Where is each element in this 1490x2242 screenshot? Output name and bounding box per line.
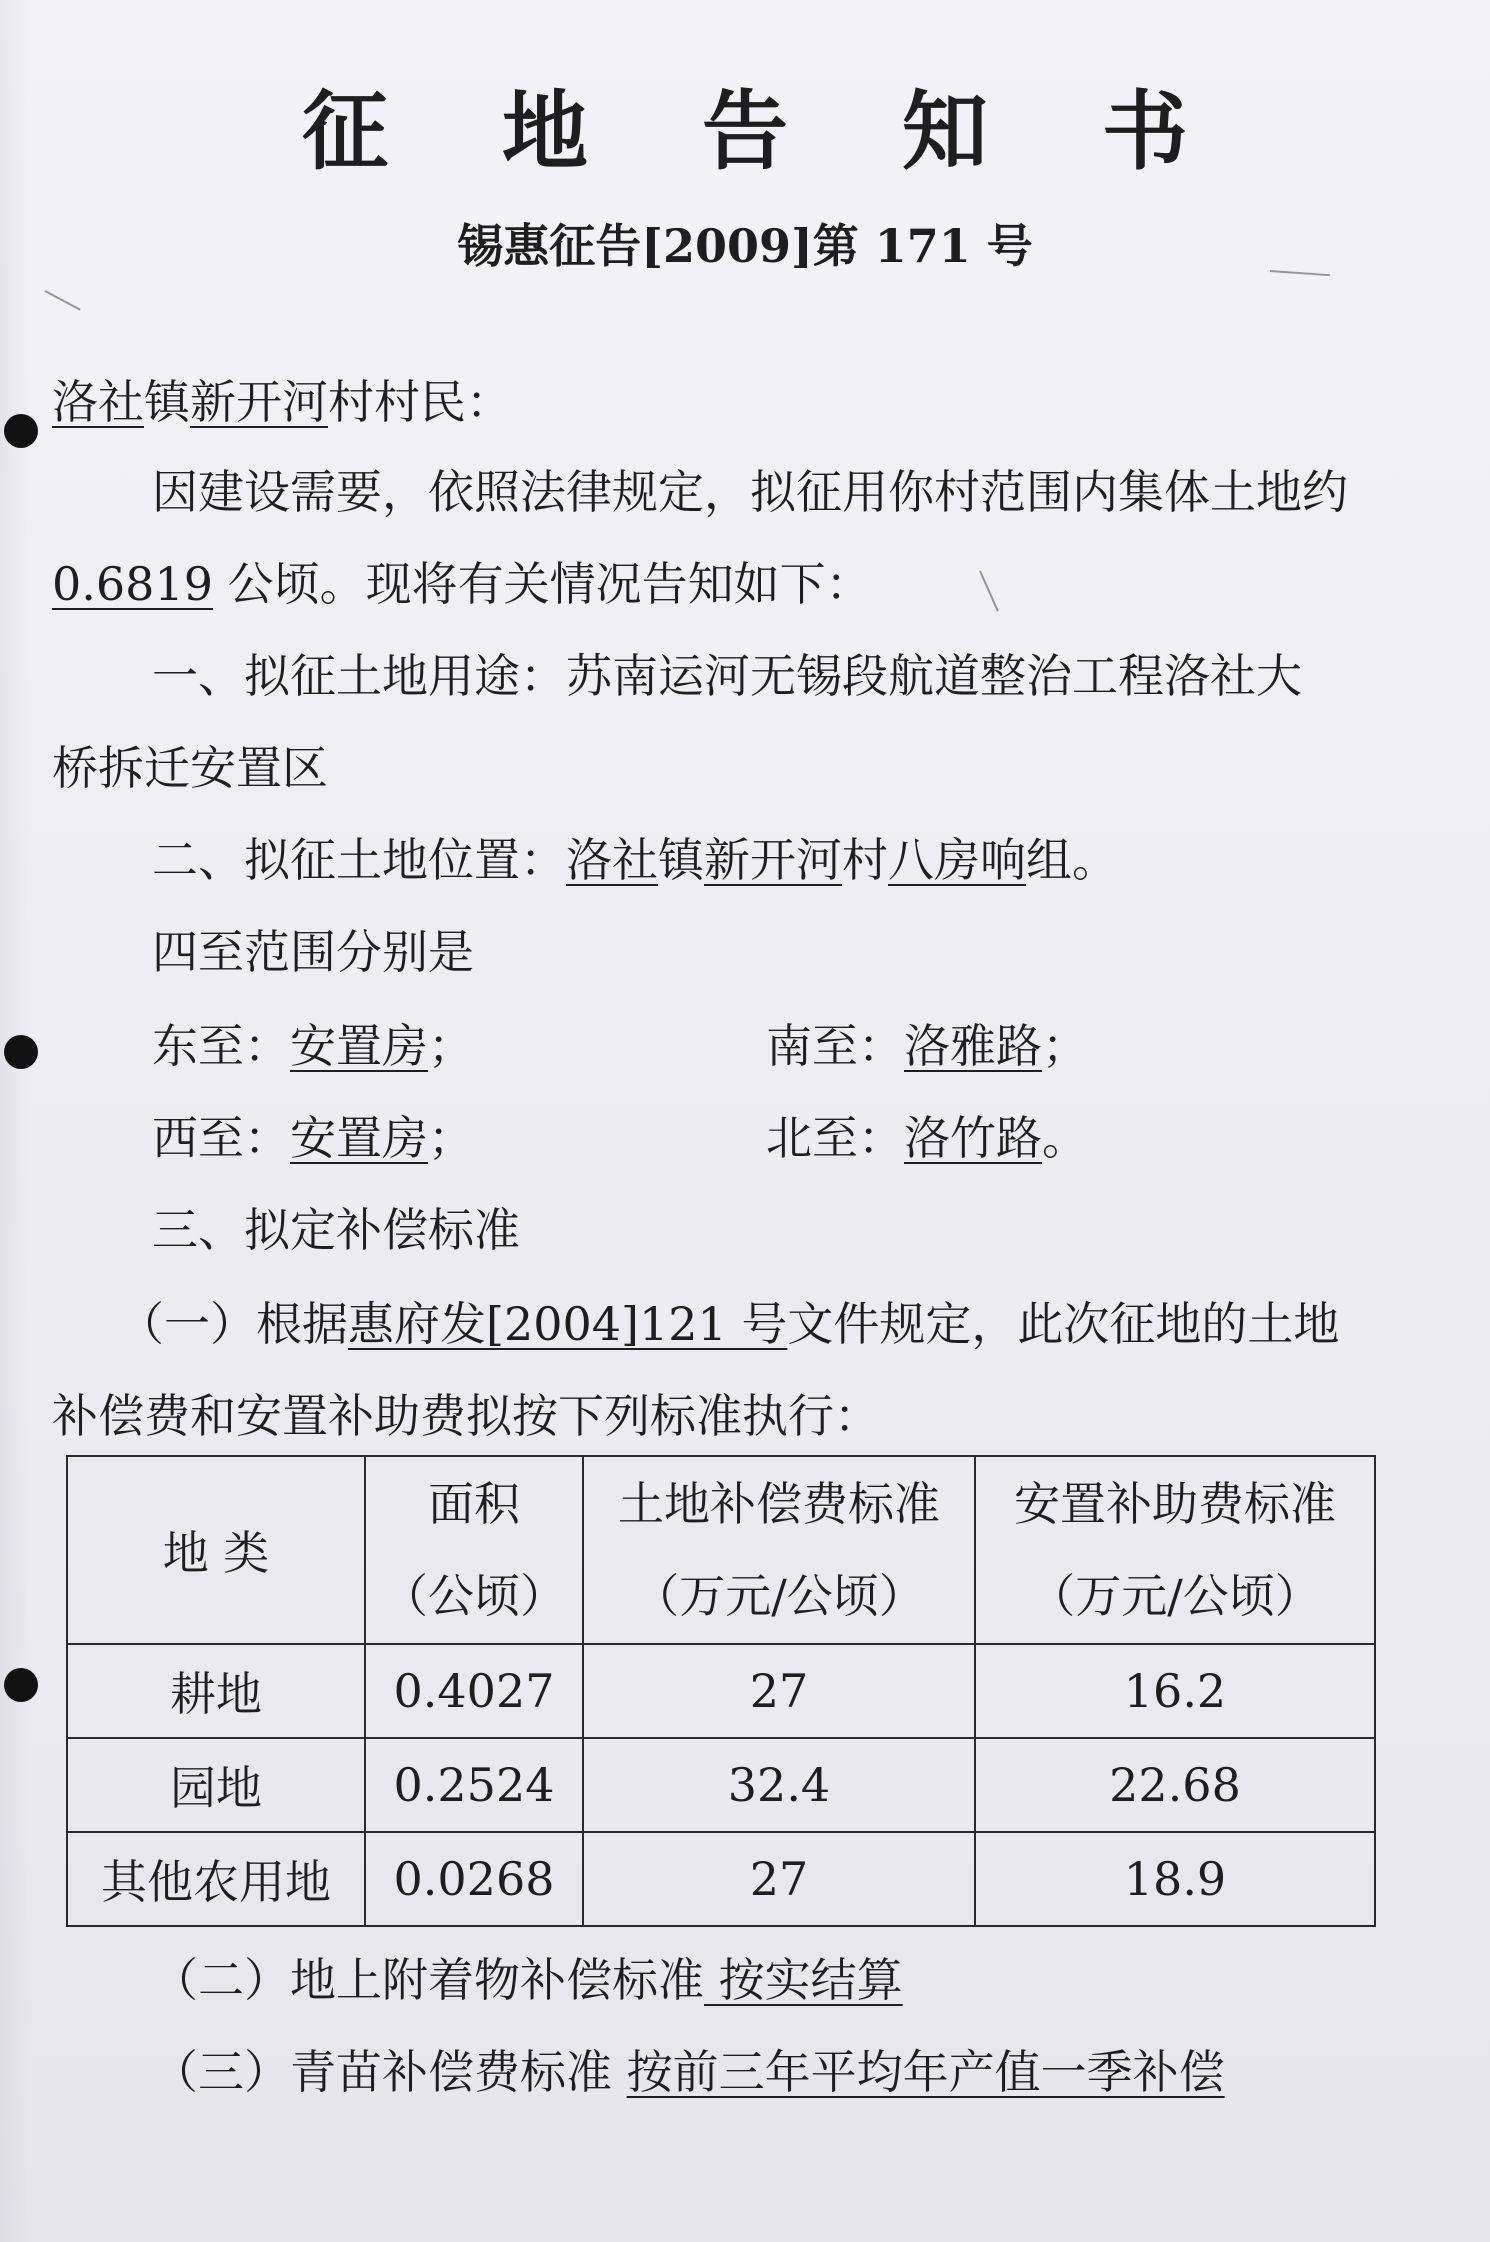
cell-land-type: 其他农用地 [67,1832,365,1926]
cell-land-compensation: 27 [583,1644,975,1738]
header-area: 面积 （公顷） [365,1456,583,1644]
cell-area: 0.2524 [365,1738,583,1832]
boundary-west: 西至：安置房； [152,1111,474,1165]
punch-hole [4,1035,38,1069]
total-area: 0.6819 [52,557,213,611]
cell-resettlement-subsidy: 18.9 [975,1832,1375,1926]
cell-land-type: 园地 [67,1738,365,1832]
intro-line-2: 0.6819 公顷。现将有关情况告知如下： [52,557,872,611]
scan-mark [979,571,999,612]
intro-line-1: 因建设需要，依照法律规定，拟征用你村范围内集体土地约 [152,465,1348,519]
attachment-standard: 按实结算 [704,1953,903,2007]
scan-mark [45,290,81,311]
cell-land-type: 耕地 [67,1644,365,1738]
purpose-line-1: 一、拟征土地用途：苏南运河无锡段航道整治工程洛社大 [152,649,1302,703]
table-row [67,1832,1375,1926]
boundary-south: 南至：洛雅路； [766,1019,1088,1073]
location-line: 二、拟征土地位置：洛社镇新开河村八房响组。 [152,833,1118,887]
table-header-row [67,1456,1375,1644]
purpose-line-2: 桥拆迁安置区 [52,741,328,795]
cell-resettlement-subsidy: 16.2 [975,1644,1375,1738]
compensation-table [66,1455,1376,1927]
punch-hole [4,1668,38,1702]
compensation-item-2: （二）地上附着物补偿标准 按实结算 [152,1953,903,2007]
cell-resettlement-subsidy: 22.68 [975,1738,1375,1832]
header-land-type: 地 类 [67,1456,365,1644]
notice-title: 征 地 告 知 书 [302,82,1230,182]
boundary-heading: 四至范围分别是 [152,925,474,979]
table-row [67,1644,1375,1738]
compensation-item-1-line-1: （一）根据惠府发[2004]121 号文件规定，此次征地的土地 [118,1297,1340,1351]
punch-hole [4,414,38,448]
compensation-item-1-line-2: 补偿费和安置补助费拟按下列标准执行： [52,1389,880,1443]
cell-land-compensation: 27 [583,1832,975,1926]
cell-area: 0.4027 [365,1644,583,1738]
boundary-north: 北至：洛竹路。 [766,1111,1088,1165]
addressee: 洛社镇新开河村村民： [52,375,512,429]
village-name: 新开河 [190,375,328,429]
crop-standard: 按前三年平均年产值一季补偿 [626,2045,1225,2099]
policy-document: 惠府发[2004]121 号 [348,1297,788,1351]
document-number: 锡惠征告[2009]第 171 号 [457,219,1033,273]
cell-land-compensation: 32.4 [583,1738,975,1832]
header-land-compensation: 土地补偿费标准 （万元/公顷） [583,1456,975,1644]
header-resettlement-subsidy: 安置补助费标准 （万元/公顷） [975,1456,1375,1644]
boundary-east: 东至：安置房； [152,1019,474,1073]
table-row [67,1738,1375,1832]
compensation-heading: 三、拟定补偿标准 [152,1203,520,1257]
cell-area: 0.0268 [365,1832,583,1926]
town-name: 洛社 [52,375,144,429]
compensation-item-3: （三）青苗补偿费标准 按前三年平均年产值一季补偿 [152,2045,1225,2099]
